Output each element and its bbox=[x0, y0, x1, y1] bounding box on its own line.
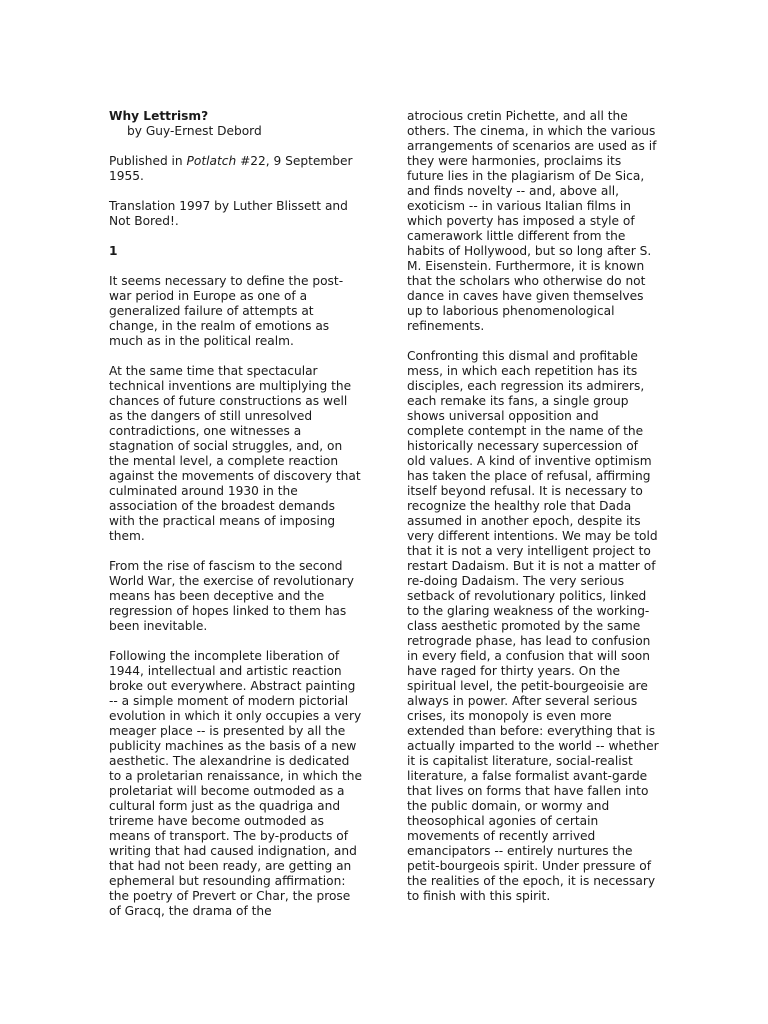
publication-info bbox=[109, 154, 363, 184]
paragraph: atrocious cretin Pichette, and all the others. The cinema, in which the various arrangements of scenarios are used as if they were harmonies, proclaims its future lies in the plagiarism of De Sica, and finds novelty -- and, above all, exoticism -- in various Italian films in which poverty has imposed a style of camerawork little different from the habits of Hollywood, but so long after S. M. Eisenstein. Furthermore, it is known that the scholars who otherwise do not dance in caves have given themselves up to laborious phenomenological refinements. bbox=[407, 109, 657, 333]
publication-prefix: Published in bbox=[109, 154, 187, 168]
journal-name: Potlatch bbox=[186, 154, 237, 168]
left-column bbox=[109, 109, 363, 934]
paragraph: At the same time that spectacular technical inventions are multiplying the chances of future constructions as well as the dangers of still unresolved contradictions, one witnesses a stagnation of social struggles, and, on the mental level, a complete reaction against the movements of discovery that culminated around 1930 in the association of the broadest demands with the practical means of imposing them. bbox=[109, 364, 361, 543]
section-number: 1 bbox=[109, 244, 118, 258]
right-column bbox=[407, 109, 659, 919]
paragraph: Following the incomplete liberation of 1944, intellectual and artistic reaction broke out everywhere. Abstract painting -- a simple moment of modern pictorial evolution in which it only occupies a very meager place -- is presented by all the publicity machines as the basis of a new aesthetic. The alexandrine is dedicated to a proletarian renaissance, in which the proletariat will become outmoded as a cultural form just as the quadriga and trireme have become outmoded as means of transport. The by-products of writing that had caused indignation, and that had not been ready, are getting an ephemeral but resounding affirmation: the poetry of Prevert or Char, the prose of Gracq, the drama of the bbox=[109, 649, 363, 918]
publication-suffix: #22, 9 September 1955. bbox=[109, 154, 353, 183]
paragraph: It seems necessary to define the post-war period in Europe as one of a generalized failure of attempts at change, in the realm of emotions as much as in the political realm. bbox=[109, 274, 344, 348]
paragraph: From the rise of fascism to the second World War, the exercise of revolutionary means has been deceptive and the regression of hopes linked to them has been inevitable. bbox=[109, 559, 355, 633]
paragraph: Confronting this dismal and profitable mess, in which each repetition has its disciples, each regression its admirers, each remake its fans, a single group shows universal opposition and complete contempt in the name of the historically necessary supercession of old values. A kind of inventive optimism has taken the place of refusal, affirming itself beyond refusal. It is necessary to recognize the healthy role that Dada assumed in another epoch, despite its very different intentions. We may be told that it is not a very intelligent project to restart Dadaism. But it is not a matter of re-doing Dadaism. The very serious setback of revolutionary politics, linked to the glaring weakness of the working-class aesthetic promoted by the same retrograde phase, has lead to confusion in every field, a confusion that will soon have raged for thirty years. On the spiritual level, the petit-bourgeoisie are always in power. After several serious crises, its monopoly is even more extended than before: everything that is actually imparted to the world -- whether it is capitalist literature, social-realist literature, a false formalist avant-garde that lives on forms that have fallen into the public domain, or wormy and theosophical agonies of certain movements of recently arrived emancipators -- entirely nurtures the petit-bourgeois spirit. Under pressure of the realities of the epoch, it is necessary to finish with this spirit. bbox=[407, 349, 659, 903]
document-title: Why Lettrism? bbox=[109, 109, 209, 123]
translation-info: Translation 1997 by Luther Blissett and Not Bored!. bbox=[109, 199, 348, 228]
author-byline: by Guy-Ernest Debord bbox=[127, 124, 262, 138]
